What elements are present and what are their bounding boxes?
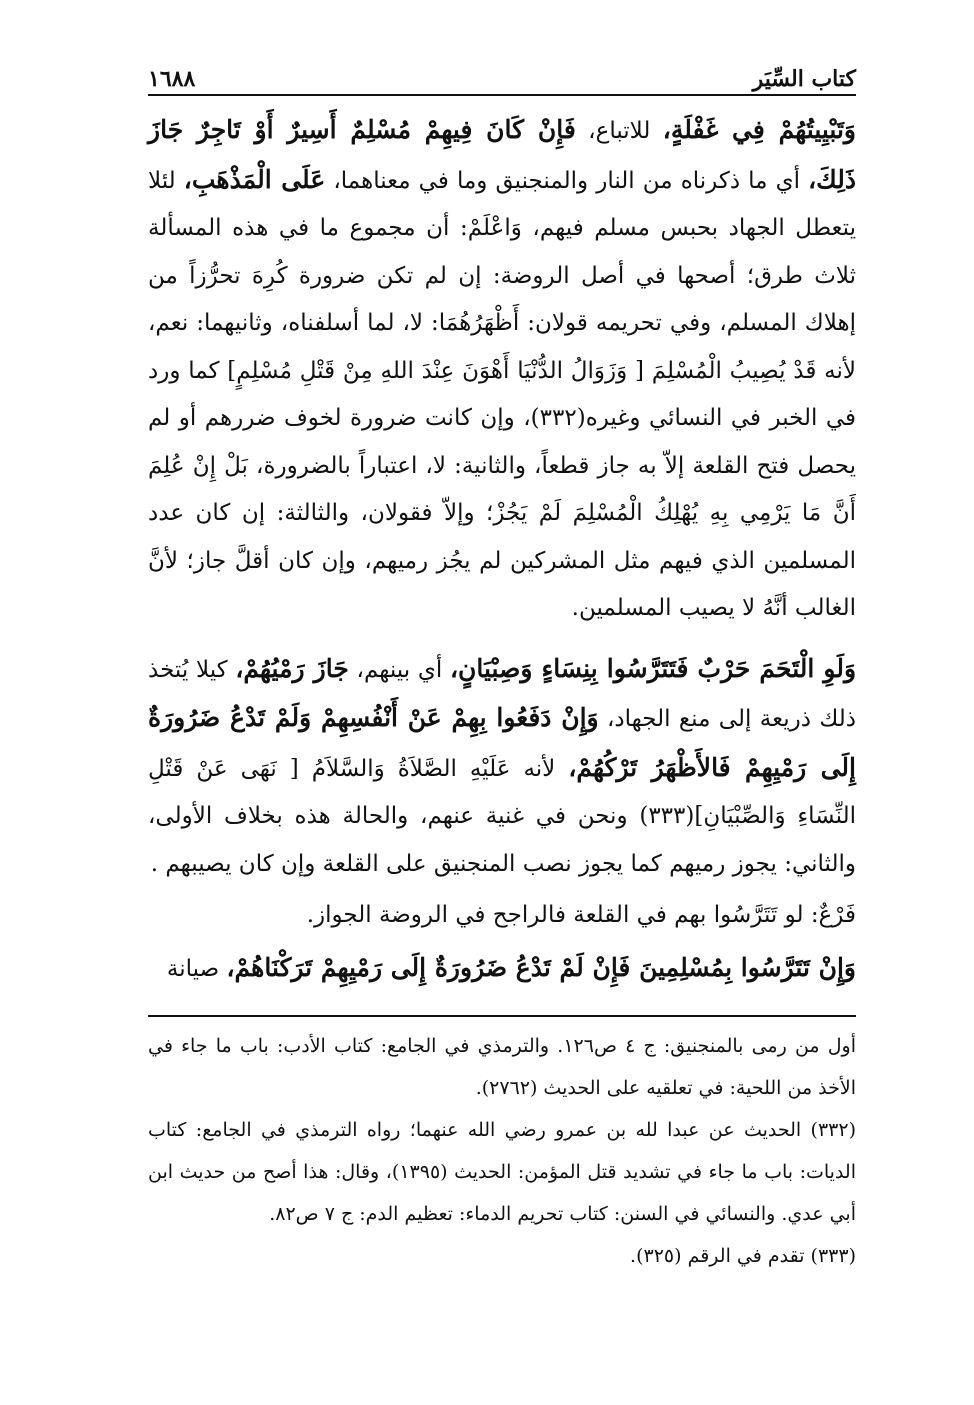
matn-text: جَازَ رَمْيُهُمْ،: [235, 653, 349, 683]
matn-text: عَلَى الْمَذْهَبِ،: [183, 164, 326, 194]
footnote-continued: أول من رمى بالمنجنيق: ج ٤ ص١٢٦. والترمذي في الجامع: كتاب الأدب: باب ما جاء في الأخذ من اللحية: في تعلقيه على الحديث (٢٧٦٢).: [148, 1035, 856, 1099]
matn-text: وَإِنْ دَفَعُوا بِهِمْ عَنْ أَنْفُسِهِمْ وَلَمْ تَدْعُ ضَرُورَةٌ إِلَى رَمْيِهِمْ فَالأَظْهَرُ تَرْكُهُمْ،: [148, 703, 856, 782]
commentary-text: أي بينهم،: [348, 656, 450, 683]
matn-text: وَإِنْ تَتَرَّسُوا بِمُسْلِمِينَ فَإِنْ لَمْ تَدْعُ ضَرُورَةٌ إِلَى رَمْيِهِمْ تَرَكْنَاهُمْ،: [226, 952, 856, 982]
footnote-333: (٣٣٣) تقدم في الرقم (٣٢٥).: [630, 1245, 856, 1267]
page-number: ١٦٨٨: [148, 66, 196, 92]
commentary-text: ونحن في غنية عنهم، والحالة هذه بخلاف الأولى، والثاني: يجوز رميهم كما يجوز نصب المنجنيق على القلعة وإن كان يصيبهم .: [148, 803, 856, 877]
footnote-ref: (٣٣٣): [639, 803, 695, 829]
commentary-text: لئلا يتعطل الجهاد بحبس مسلم فيهم، وَاعْلَمْ: أن مجموع ما في هذه المسألة ثلاث طرق؛ أصحها في أصل الروضة: إن لم تكن ضرورة كُرِهَ تحرُّزاً من إهلاك المسلم، وفي تحريمه قولان: أَظْهَرُهُمَا: لا، لما أسلفناه، وثانيهما: نعم، لأنه قَدْ يُصِيبُ الْمُسْلِمَ [ وَزَوَالُ الدُّنْيَا أَهْوَنَ عِنْدَ اللهِ مِنْ قَتْلِ مُسْلِمٍ] كما ورد في الخبر في النسائي وغيره: [148, 167, 857, 431]
commentary-text: ، وإن كانت ضرورة لخوف ضررهم أو لم يحصل فتح القلعة إلاّ به جاز قطعاً، والثانية: لا، اعتباراً بالضرورة، بَلْ إِنْ عُلِمَ أَنَّ مَا يَرْمِي بِهِ يُهْلِكُ الْمُسْلِمَ لَمْ يَجُزْ؛ وإلاّ فقولان، والثالثة: إن كان عدد المسلمين الذي فيهم مثل المشركين لم يجُز رميهم، وإن كان أقلَّ جاز؛ لأنَّ الغالب أنَّهُ لا يصيب المسلمين.: [148, 405, 856, 621]
commentary-text: كيلا يُتخذ ذلك ذريعة إلى منع الجهاد،: [148, 656, 856, 732]
matn-text: وَتَبْيِيتُهُمْ فِي غَفْلَةٍ،: [662, 115, 856, 144]
commentary-text: للاتباع،: [575, 118, 663, 144]
footnote-332: (٣٣٢) الحديث عن عبدا لله بن عمرو رضي الله عنهما؛ رواه الترمذي في الجامع: كتاب الديات: باب ما جاء في تشديد قتل المؤمن: الحديث (١٣٩٥)، وقال: هذا أصح من حديث ابن أبي عدي. والنسائي في السنن: كتاب تحريم الدماء: تعظيم الدم: ج ٧ ص٨٢.: [148, 1119, 856, 1225]
footnote-separator: [148, 1015, 856, 1017]
paragraph-3: فَرْعٌ: لو تَتَرَّسُوا بهم في القلعة فالراجح في الروضة الجواز.: [306, 902, 856, 928]
footnotes: [148, 1025, 856, 1277]
paragraph-4: [148, 944, 856, 994]
paragraph-2: [148, 645, 856, 889]
main-text: [148, 106, 856, 993]
paragraph-1: [148, 106, 856, 633]
page-header: [148, 58, 856, 96]
commentary-text: صيانة: [166, 955, 227, 982]
commentary-text: لأنه عَلَيْهِ الصَّلاَةُ وَالسَّلاَمُ [ نَهَى عَنْ قَتْلِ النِّسَاءِ وَالصِّبْيَانِ]: [148, 755, 857, 829]
matn-text: فَإِنْ كَانَ فِيهِمْ مُسْلِمٌ أَسِيرٌ أَوْ تَاجِرٌ جَازَ ذَلِكَ،: [148, 115, 856, 194]
footnote-ref: (٣٣٢): [530, 405, 586, 431]
book-title: كتاب السِّيَر: [752, 66, 856, 92]
matn-text: وَلَوِ الْتَحَمَ حَرْبٌ فَتَتَرَّسُوا بِنِسَاءٍ وَصِبْيَانٍ،: [449, 653, 857, 683]
commentary-text: أي ما ذكرناه من النار والمنجنيق وما في معناهما،: [325, 167, 809, 194]
